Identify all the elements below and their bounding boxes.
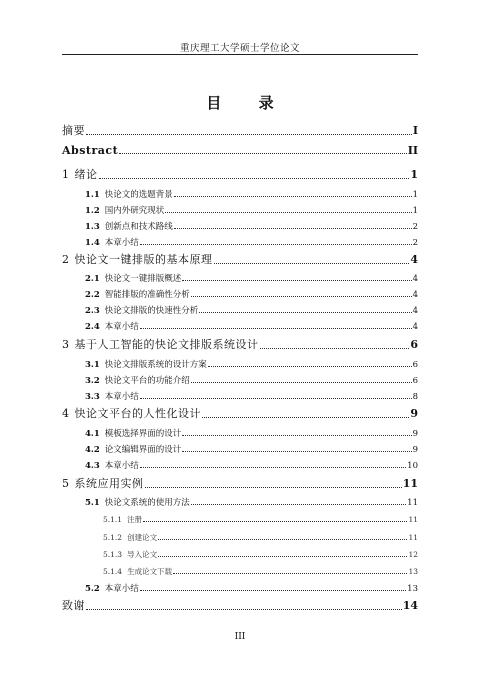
toc-page-number: 1 (412, 190, 418, 200)
toc-entry-number: 1.2 (85, 206, 100, 216)
toc-entry-label: 本章小结 (104, 392, 139, 402)
leader-dots (140, 467, 406, 468)
toc-entry-label: 论文编辑界面的设计 (104, 445, 182, 455)
toc-page-number: 6 (412, 360, 418, 370)
toc-page-number: 4 (412, 306, 418, 316)
toc-page-number: 6 (410, 338, 418, 351)
running-header: 重庆理工大学硕士学位论文 (179, 43, 300, 54)
toc-entry-number: 5.1.2 (103, 533, 123, 542)
leader-dots (165, 212, 411, 213)
toc-entry-label: 本章小结 (104, 461, 139, 471)
toc-entry-5-1-4[interactable] (62, 566, 418, 577)
toc-entry-number: 5.2 (85, 584, 100, 594)
leader-dots (140, 590, 406, 591)
toc-entry-label: 本章小结 (104, 238, 139, 248)
toc-entry-5-1[interactable] (62, 496, 418, 508)
toc-page-number: 13 (407, 584, 418, 594)
toc-entry-label: 注册 (127, 515, 143, 524)
toc-page-number: 8 (412, 392, 418, 402)
toc-entry-label: 智能排版的准确性分析 (104, 290, 190, 300)
toc-page-number: 11 (408, 533, 418, 542)
toc-entry-1-1[interactable] (62, 188, 418, 200)
toc-entry-number: 5.1.1 (103, 515, 123, 524)
leader-dots (140, 328, 412, 329)
leader-dots (86, 134, 412, 135)
toc-entry-3-2[interactable] (62, 374, 418, 386)
leader-dots (191, 382, 412, 383)
toc-entry-label: Abstract (62, 144, 119, 157)
toc-entry-label: 快论文平台的人性化设计 (74, 407, 201, 420)
toc-entry-3-3[interactable] (62, 390, 418, 402)
toc-page-number: 11 (402, 477, 418, 490)
toc-entry-number: 5 (62, 477, 70, 490)
toc-entry-label: 绪论 (74, 168, 98, 181)
toc-page-number: I (412, 124, 418, 137)
leader-dots (214, 263, 410, 264)
toc-entry-label: 快论文平台的功能介绍 (104, 376, 190, 386)
toc-entry-label: 基于人工智能的快论文排版系统设计 (74, 338, 259, 351)
toc-entry-number: 4.2 (85, 445, 100, 455)
leader-dots (260, 348, 410, 349)
toc-page-number: II (407, 144, 418, 157)
toc-page-number: 4 (412, 274, 418, 284)
leader-dots (191, 296, 412, 297)
leader-dots (140, 398, 412, 399)
toc-page-number: 1 (410, 168, 418, 181)
toc-page-number: 10 (407, 461, 418, 471)
toc-entry-2-3[interactable] (62, 304, 418, 316)
toc-entry-label: 创新点和技术路线 (104, 222, 173, 232)
toc-entry-label: 国内外研究现状 (104, 206, 165, 216)
leader-dots (119, 153, 407, 154)
toc-entry-number: 3.2 (85, 376, 100, 386)
toc-entry-number: 5.1.3 (103, 550, 123, 559)
toc-entry-chapter-4[interactable] (62, 405, 418, 421)
toc-entry-number: 5.1.4 (103, 567, 123, 576)
toc-entry-2-1[interactable] (62, 272, 418, 284)
toc-entry-chapter-1[interactable] (62, 166, 418, 182)
toc-entry-label: 快论文一键排版概述 (104, 274, 182, 284)
toc-entry-label: 生成论文下载 (127, 567, 173, 576)
toc-entry-number: 2 (62, 253, 70, 266)
toc-page-number: 2 (412, 222, 418, 232)
leader-dots (208, 366, 412, 367)
toc-entry-chapter-2[interactable] (62, 251, 418, 267)
toc-page-number: 11 (408, 515, 418, 524)
toc-entry-number: 4.3 (85, 461, 100, 471)
toc-entry-2-2[interactable] (62, 288, 418, 300)
leader-dots (202, 417, 409, 418)
toc-entry-number: 2.2 (85, 290, 100, 300)
leader-dots (99, 178, 410, 179)
toc-page-number: 2 (412, 238, 418, 248)
toc-entry-1-2[interactable] (62, 204, 418, 216)
toc-entry-2-4[interactable] (62, 320, 418, 332)
toc-page-number: 9 (412, 445, 418, 455)
toc-entry-label: 摘要 (62, 124, 85, 137)
toc-entry-4-2[interactable] (62, 443, 418, 455)
toc-page-number: 14 (402, 599, 418, 612)
toc-entry-acknowledgements[interactable] (62, 597, 418, 613)
toc-entry-1-4[interactable] (62, 236, 418, 248)
toc-entry-number: 2.4 (85, 322, 100, 332)
toc-entry-label: 快论文排版系统的设计方案 (104, 360, 207, 370)
toc-entry-5-2[interactable] (62, 582, 418, 594)
leader-dots (158, 556, 407, 557)
leader-dots (174, 228, 412, 229)
toc-entry-number: 3 (62, 338, 70, 351)
toc-entry-abstract-cn[interactable] (62, 122, 418, 138)
leader-dots (173, 573, 407, 574)
toc-entry-label: 快论文的选题背景 (104, 190, 173, 200)
toc-entry-label: 快论文一键排版的基本原理 (74, 253, 213, 266)
leader-dots (182, 435, 411, 436)
toc-entry-4-3[interactable] (62, 459, 418, 471)
toc-entry-number: 2.3 (85, 306, 100, 316)
toc-entry-label: 模板选择界面的设计 (104, 429, 182, 439)
toc-entry-label: 快论文排版的快速性分析 (104, 306, 199, 316)
toc-entry-number: 3.3 (85, 392, 100, 402)
leader-dots (86, 609, 402, 610)
toc-entry-label: 系统应用实例 (74, 477, 144, 490)
toc-entry-number: 1.3 (85, 222, 100, 232)
toc-page-number: 6 (412, 376, 418, 386)
toc-entry-label: 本章小结 (104, 584, 139, 594)
toc-title: 目 录 (206, 94, 290, 112)
toc-entry-5-1-2[interactable] (62, 532, 418, 543)
toc-page-number: 13 (408, 567, 418, 576)
leader-dots (143, 521, 407, 522)
toc-entry-label: 致谢 (62, 599, 85, 612)
toc-page-number: 4 (410, 253, 418, 266)
leader-dots (140, 244, 412, 245)
leader-dots (182, 451, 411, 452)
toc-entry-number: 1.4 (85, 238, 100, 248)
toc-entry-3-1[interactable] (62, 358, 418, 370)
toc-entry-chapter-3[interactable] (62, 336, 418, 352)
toc-entry-5-1-1[interactable] (62, 514, 418, 525)
toc-entry-5-1-3[interactable] (62, 549, 418, 560)
toc-entry-label: 导入论文 (127, 550, 158, 559)
toc-entry-label: 快论文系统的使用方法 (104, 498, 190, 508)
leader-dots (191, 504, 406, 505)
toc-page-number: 4 (412, 322, 418, 332)
toc-entry-4-1[interactable] (62, 427, 418, 439)
toc-entry-number: 2.1 (85, 274, 100, 284)
toc-page-number: 12 (408, 550, 418, 559)
page-number: III (234, 632, 246, 642)
leader-dots (174, 196, 412, 197)
toc-entry-number: 4.1 (85, 429, 100, 439)
toc-entry-chapter-5[interactable] (62, 475, 418, 491)
toc-entry-number: 5.1 (85, 498, 100, 508)
toc-entry-number: 3.1 (85, 360, 100, 370)
toc-entry-1-3[interactable] (62, 220, 418, 232)
toc-page-number: 4 (412, 290, 418, 300)
toc-entry-label: 创建论文 (127, 533, 158, 542)
toc-page-number: 9 (412, 429, 418, 439)
header-rule (62, 54, 418, 55)
toc-page-number: 11 (407, 498, 418, 508)
toc-entry-number: 1.1 (85, 190, 100, 200)
leader-dots (182, 280, 411, 281)
toc-entry-number: 1 (62, 168, 70, 181)
toc-entry-number: 4 (62, 407, 70, 420)
toc-page-number: 1 (412, 206, 418, 216)
leader-dots (158, 539, 407, 540)
toc-page-number: 9 (410, 407, 418, 420)
leader-dots (145, 487, 402, 488)
toc-entry-abstract-en[interactable] (62, 144, 418, 157)
leader-dots (199, 312, 411, 313)
toc-entry-label: 本章小结 (104, 322, 139, 332)
